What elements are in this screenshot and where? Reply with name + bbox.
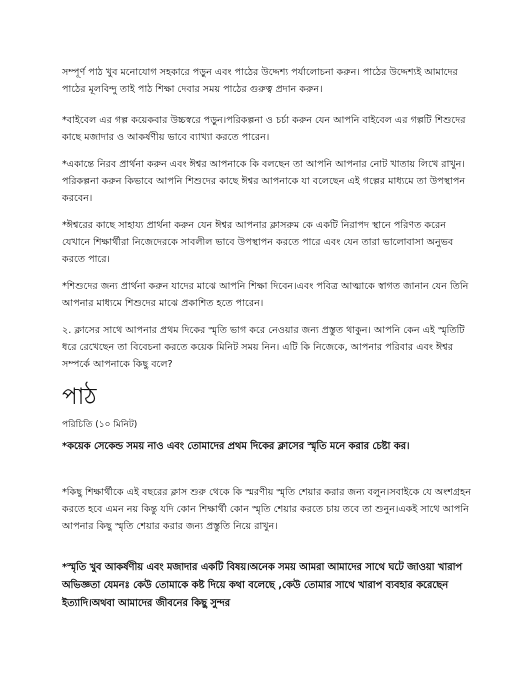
spacer [62, 98, 472, 112]
step-share-memory: ২. ক্লাসের সাথে আপনার প্রথম দিকের স্মৃতি ভাগ করে নেওয়ার জন্য প্রস্তুত থাকুন। আপনি কেন এই স্মৃতিটি ধরে রেখেছেন তা বিবেচনা করতে কয়েক মিনিট সময় নিন। এটি কি নিজেকে, আপনার পরিবার এবং ঈশ্বর সম্পর্কে আপনাকে কিছু বলে? [62, 325, 465, 370]
intro-paragraph: সম্পূর্ণ পাঠ খুব মনোযোগ সহকারে পড়ুন এবং পাঠের উদ্দেশ্য পর্যালোচনা করুন। পাঠের উদ্দেশ্যই আমাদের পাঠের মূলবিন্দু তাই পাঠ শিক্ষা দেবার সময় পাঠের গুরুত্ব প্রদান করুন। [62, 67, 458, 95]
intro-subtitle: পরিচিতি (১০ মিনিট) [62, 420, 138, 430]
document-page [62, 64, 472, 613]
lesson-heading: পাঠ [62, 384, 97, 410]
step-pray-for-children: *শিশুদের জন্য প্রার্থনা করুন যাদের মাঝে আপনি শিক্ষা দিবেন।এবং পবিত্র আত্মাকে স্বাগত জানান যেন তিনি আপনার মাধ্যমে শিশুদের মাঝে প্রকাশিত হতে পারেন। [62, 281, 469, 309]
step-bible-story: *বাইবেল এর গল্প কয়েকবার উচ্চস্বরে পড়ুন।পরিকল্পনা ও চর্চা করুন যেন আপনি বাইবেল এর গল্পটি শিশুদের কাছে মজাদার ও আকর্ষণীয় ভাবে ব্যাখ্যা করতে পারেন। [62, 115, 466, 143]
memory-paragraph: *স্মৃতি খুব আকর্ষণীয় এবং মজাদার একটি বিষয়।অনেক সময় আমরা আমাদের সাথে ঘটে জাওয়া খারাপ অভিজ্ঞতা যেমনঃ কেউ তোমাকে কষ্ট দিয়ে কথা বলেছে ,কেউ তোমার সাথে খারাপ ব্যবহার করেছেন ইত্যাদি।অথবা আমাদের জীবনের কিছু সুন্দর [62, 562, 463, 609]
spacer [62, 146, 472, 156]
step-silent-prayer: *একান্তে নিরব প্রার্থনা করুন এবং ঈশ্বর আপনাকে কি বলছেন তা আপনি আপনার নোট খাতায় লিখে রাখুন।পরিকল্পনা করুন কিভাবে আপনি শিশুদের কাছে ঈশ্বর আপনাকে যা বলেছেন এই গল্পের মাধ্যমে তা উপস্থাপন করবেন। [62, 159, 466, 204]
bold-instruction: *কয়েক সেকেন্ড সময় নাও এবং তোমাদের প্রথম দিকের ক্লাসের স্মৃতি মনে করার চেষ্টা কর। [62, 441, 410, 452]
spacer [62, 207, 472, 217]
share-memories-paragraph: *কিছু শিক্ষার্থীকে এই বছরের ক্লাস শুরু থেকে কি স্মরণীয় স্মৃতি শেয়ার করার জন্য বলুন।সবাইকে যে অংশগ্রহন করতে হবে এমন নয় কিন্তু যদি কোন শিক্ষার্থী কোন স্মৃতি শেয়ার করতে চায় তবে তা শুনুন।একই সাথে আপনি আপনার কিছু স্মৃতি শেয়ার করার জন্য প্রস্তুতি নিয়ে রাখুন। [62, 487, 471, 532]
spacer [62, 535, 472, 549]
spacer [62, 268, 472, 278]
spacer [62, 312, 472, 322]
spacer [62, 549, 472, 559]
step-safe-classroom: *ঈশ্বরের কাছে সাহায্য প্রার্থনা করুন যেন ঈশ্বর আপনার ক্লাসরুম কে একটি নিরাপদ স্থানে পরিণত করেন যেখানে শিক্ষার্থীরা নিজেদেরকে সাবলীল ভাবে উপস্থাপন করতে পারে এবং যেন তারা ভালোবাসা অনুভব করতে পারে। [62, 220, 454, 265]
spacer [62, 456, 472, 470]
spacer [62, 470, 472, 484]
